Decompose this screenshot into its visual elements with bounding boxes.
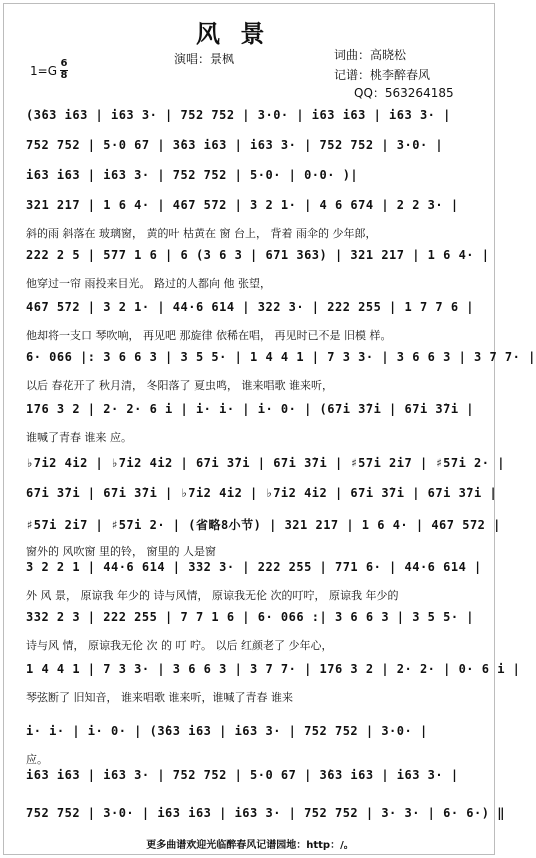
composer-credit: 词曲：高晓松 [334,48,407,62]
time-bottom: 8 [60,70,68,81]
notation-text: 67i 3̇7i | 67i 3̇7i | ♭7i2 4i2 | ♭7i2 4i2 | 67i 3̇7i | 67i 3̇7i | [26,486,498,500]
notation-text: ♭7i2 4i2 | ♭7i2 4i2 | 67i 3̇7i | 67i 3̇7i | ♯57i 2i7 | ♯57i 2· | [26,456,505,470]
notation-text: i63 i63 | i63 3· | 752 752 | 5·0· | 0·0· )| [26,168,359,182]
score-line [26,610,475,662]
notation-text: 222 2 5 | 577 1 6 | 6 (3 6 3 | 671 363) | 321 217 | 1 6 4· | [26,248,490,262]
notation-text: 3 2 2 1 | 44·6 614 | 332 3· | 222 255 | 771 6· | 44·6 614 | [26,560,482,574]
transcriber-credit: 记谱：桃李醉春风 [334,68,431,82]
lyric-text: 以后 春花开了 秋月清， 冬阳落了 夏虫鸣， 谁来唱歌 谁来听， [26,379,333,392]
key-signature: 1=G [30,64,57,78]
notation-text: 176 3 2 | 2· 2· 6 i | i· i· | i· 0· | (67i 3̇7i | 67i 3̇7i | [26,402,475,416]
lyric-text: 应。 [26,753,48,766]
lyric-text: 窗外的 风吹窗 里的铃， 窗里的 人是窗 [26,545,216,558]
time-top: 6 [60,58,68,69]
score-line [26,248,490,300]
notation-text: 6· 066 |: 3 6 6 3 | 3 5 5· | 1 4 4 1 | 7 3 3· | 3 6 6 3 | 3 7 7· | [26,350,536,364]
lyric-text: 诗与风 情， 原谅我无伦 次 的 叮 咛。 以后 红颜老了 少年心， [26,639,333,652]
song-title: 风 景 [196,19,271,48]
lyric-text: 外 风 景， 原谅我 年少的 诗与风情， 原谅我无伦 次的叮咛， 原谅我 年少的 [26,589,399,602]
lyric-text: 谁喊了青春 谁来 应。 [26,431,132,444]
notation-text: i63 i63 | i63 3· | 752 752 | 5·0 67 | 3̇63 i63 | i63 3· | [26,768,459,782]
lyric-text: 琴弦断了 旧知音， 谁来唱歌 谁来听，谁喊了青春 谁来 [26,691,293,704]
qq-contact: QQ：563264185 [354,86,454,100]
lyric-text: 斜的雨 斜落在 玻璃窗， 黄的叶 枯黄在 窗 台上， 背着 雨伞的 少年郎， [26,227,377,240]
notation-text: 467 572 | 3 2 1· | 44·6 614 | 322 3· | 222 255 | 1 7 7 6 | [26,300,475,314]
notation-text: 332 2 3 | 222 255 | 7 7 1 6 | 6· 066 :| 3 6 6 3 | 3 5 5· | [26,610,475,624]
score-line [26,350,536,402]
score-line [26,662,521,714]
notation-text: 752 752 | 3·0· | i63 i63 | i63 3· | 752 752 | 3· 3· | 6· 6·) ‖ [26,806,505,820]
score-line [26,300,475,352]
footer-note: 更多曲谱欢迎光临醉春风记谱园地：http：/。 [146,840,354,851]
notation-text: 1 4 4 1 | 7 3 3· | 3 6 6 3 | 3 7 7· | 176 3 2 | 2· 2· | 0· 6 i | [26,662,521,676]
notation-text: (3̇63 i63 | i63 3· | 752 752 | 3·0· | i63 i63 | i63 3· | [26,108,451,122]
singer-credit: 演唱：景枫 [174,52,235,66]
notation-text: i· i· | i· 0· | (3̇63 i63 | i63 3· | 752 752 | 3·0· | [26,724,428,738]
notation-text: 752 752 | 5·0 67 | 3̇63 i63 | i63 3· | 752 752 | 3·0· | [26,138,444,152]
notation-text: ♯57i 2i7 | ♯57i 2· | (省略8小节) | 321 217 | 1 6 4· | 467 572 | [26,518,501,532]
score-line [26,402,475,454]
time-signature [60,59,68,81]
notation-text: 321 217 | 1 6 4· | 467 572 | 3 2 1· | 4 6 674 | 2 2 3· | [26,198,459,212]
lyric-text: 他却将一支口 琴吹响， 再见吧 那旋律 依稀在唱， 再见时已不是 旧模 样。 [26,329,392,342]
score-line [26,198,470,250]
score-line [26,560,482,612]
lyric-text: 他穿过一帘 雨投来目光。 路过的人都向 他 张望， [26,277,271,290]
